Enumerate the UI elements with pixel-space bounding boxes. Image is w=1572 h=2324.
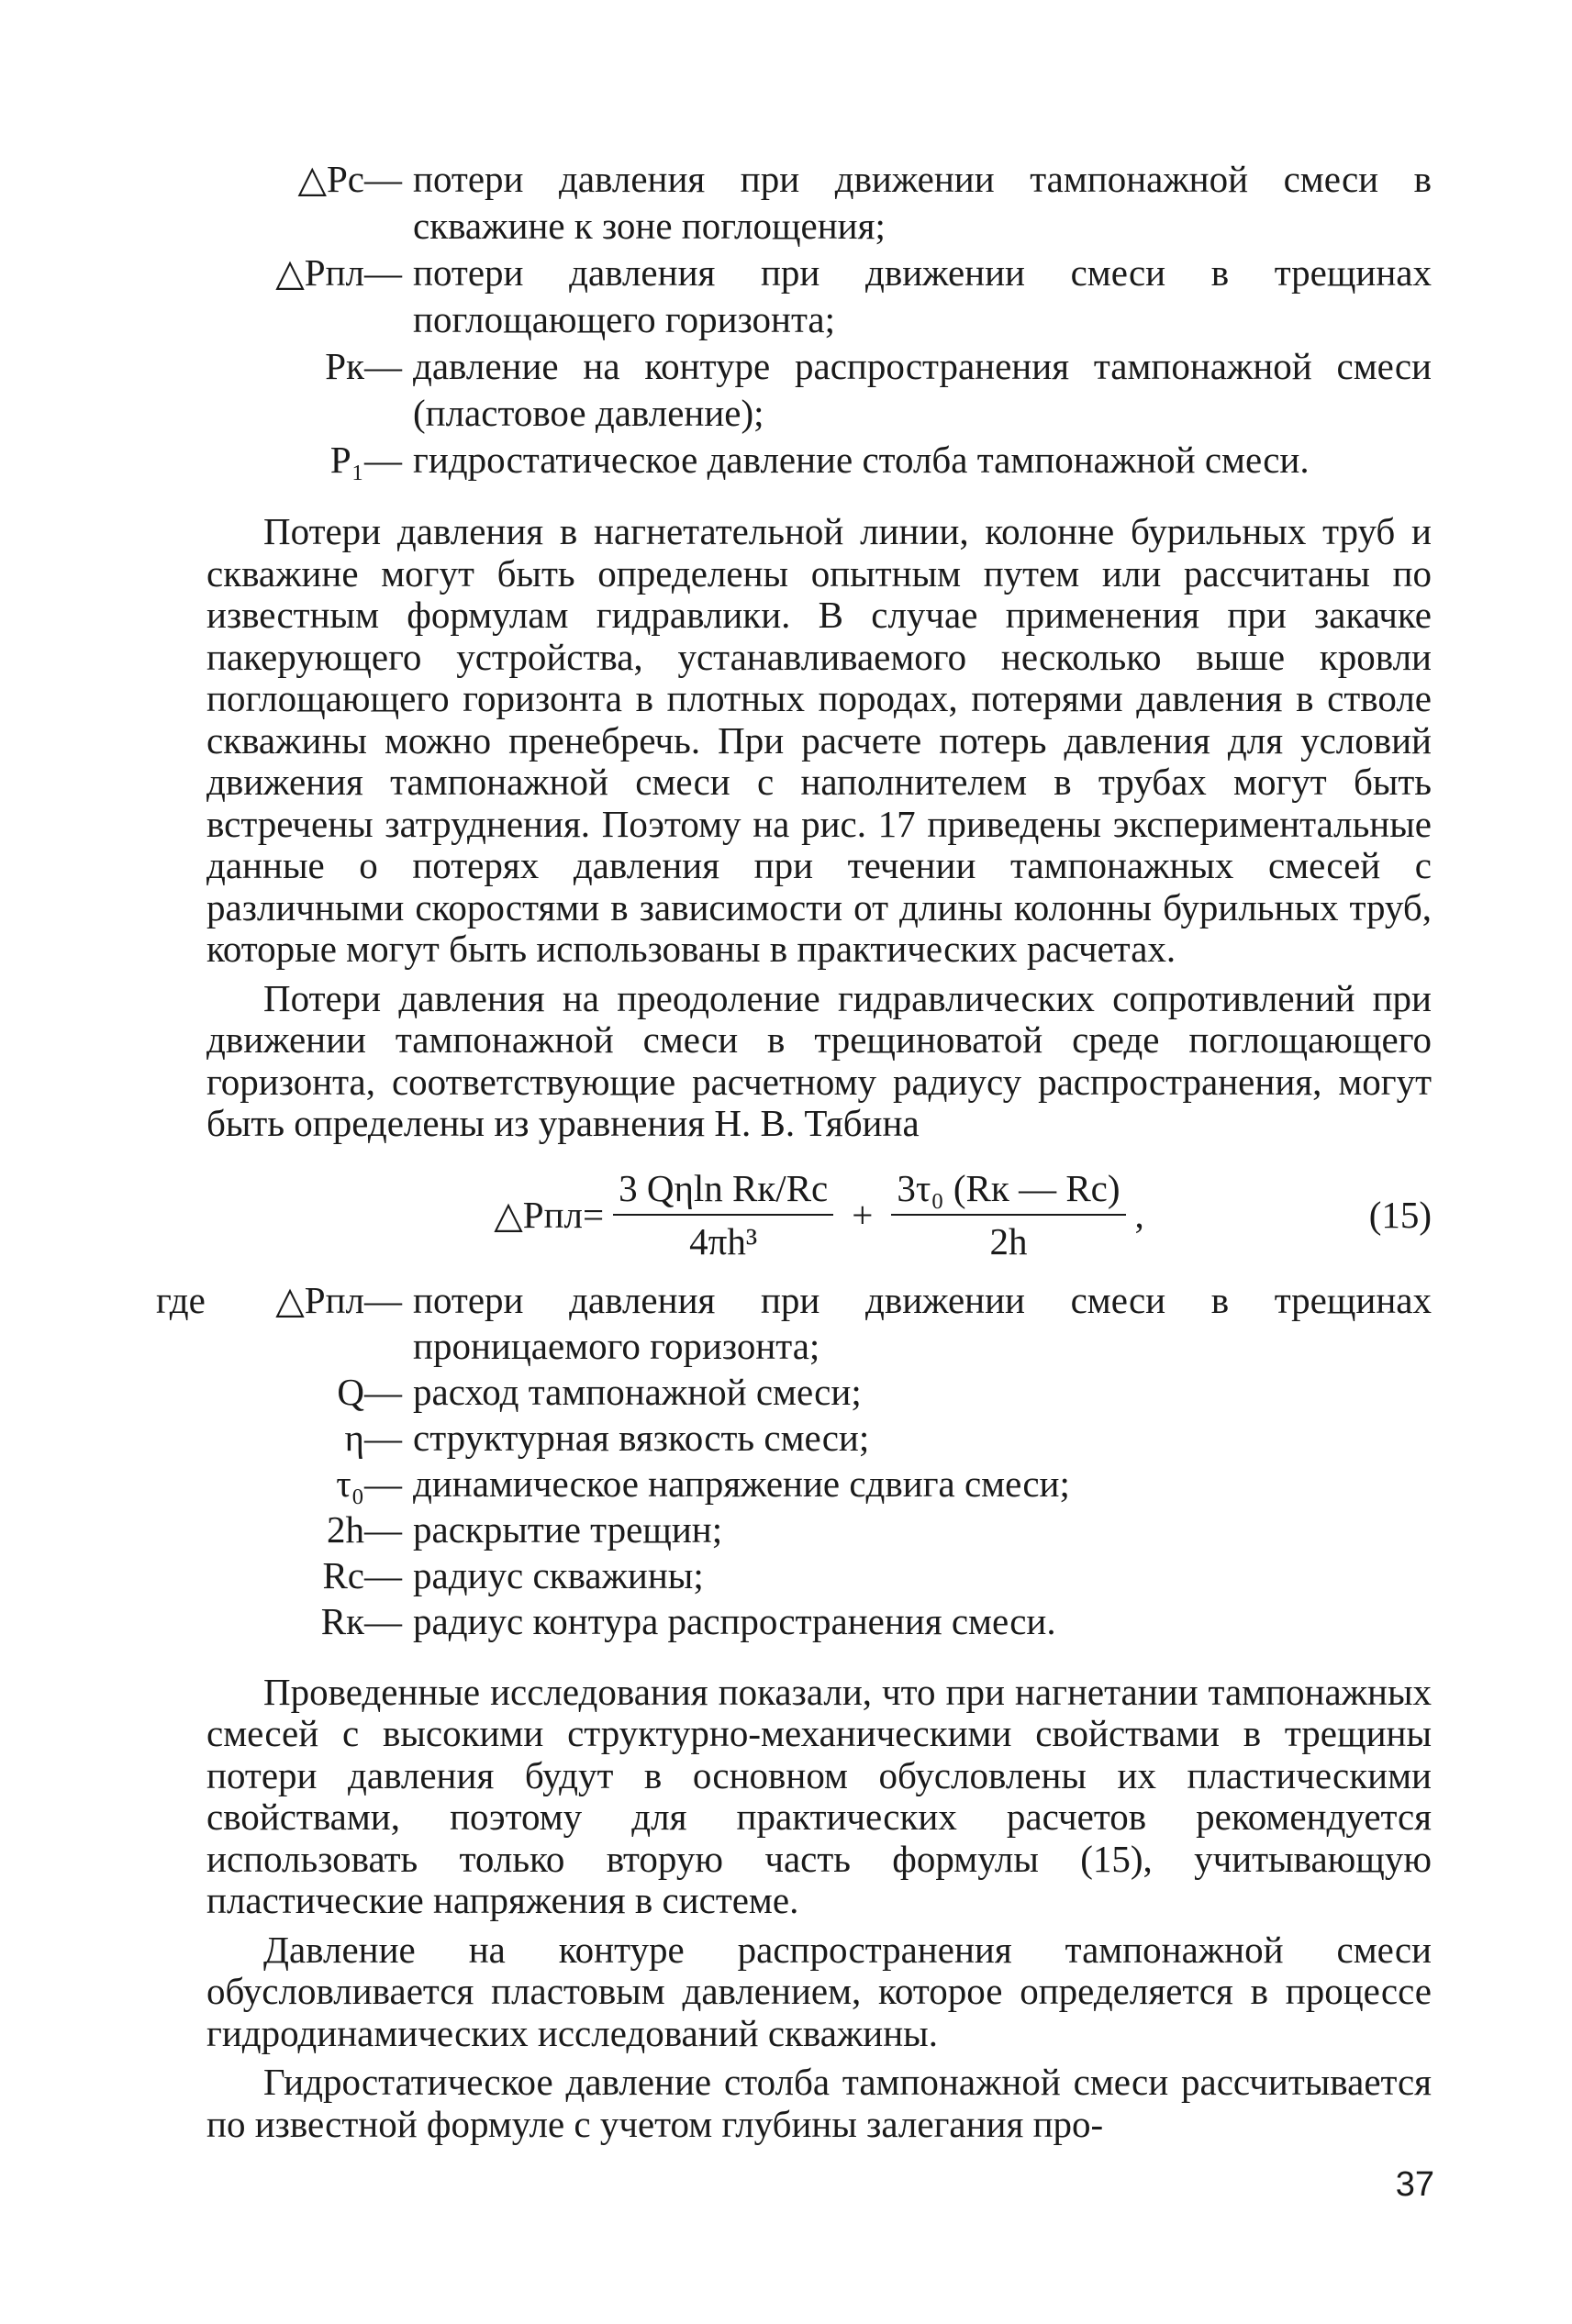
top-definitions-list xyxy=(206,156,1432,484)
definition-symbol: △Pс— xyxy=(297,158,402,200)
paragraph-study-results: Проведенные исследования показали, что при нагнетании тампонажных смесей с высокими структурно-механическими свойствами в трещины потери давления будут в основном обусловлены их пластическими свойствами, поэтому для практических расчетов рекомендуется использовать только вторую часть формулы (15), учитывающую пластические напряжения в системе. xyxy=(206,1670,1432,1921)
definition-text: потери давления при движении тампонажной смеси в скважине к зоне поглощения; xyxy=(413,158,1432,247)
definition-item xyxy=(206,1461,1432,1507)
definition-symbol: τ₀— xyxy=(336,1462,402,1505)
fraction-denominator: 2h xyxy=(989,1219,1028,1262)
page-body xyxy=(156,156,1432,2145)
formula-plus: + xyxy=(852,1193,874,1236)
definition-text: раскрытие трещин; xyxy=(413,1507,723,1551)
paragraph-fracture-losses: Потери давления на преодоление гидравлических сопротивлений при движении тампонажной смеси в трещиноватой среде поглощающего горизонта, соответствующие расчетному радиусу распространения, могут быть определены из уравнения Н. В. Тябина xyxy=(206,976,1432,1144)
paragraph-pressure-losses: Потери давления в нагнетательной линии, колонне бурильных труб и скважине могут быть определены опытным путем или рассчитаны по известным формулам гидравлики. В случае применения при закачке пакерующего устройства, устанавливаемого несколько выше кровли поглощающего горизонта в плотных породах, потерями давления в стволе скважины можно пренебречь. При расчете потерь давления для условий движения тампонажной смеси с наполнителем в трубах могут быть встречены затруднения. Поэтому на рис. 17 приведены экспериментальные данные о потерях давления при течении тампонажных смесей с различными скоростями в зависимости от длины колонны бурильных труб, которые могут быть использованы в практических расчетах. xyxy=(206,510,1432,970)
paragraph-hydrostatic-pressure: Гидростатическое давление столба тампонажной смеси рассчитывается по известной формуле с учетом глубины залегания про- xyxy=(206,2061,1432,2145)
definition-text: потери давления при движении смеси в трещинах поглощающего горизонта; xyxy=(413,251,1432,340)
definition-item xyxy=(206,1415,1432,1461)
page-number: 37 xyxy=(1395,2165,1434,2204)
definition-text: давление на контуре распространения тампонажной смеси (пластовое давление); xyxy=(413,345,1432,434)
definition-text: радиус скважины; xyxy=(413,1553,704,1596)
definition-item xyxy=(206,1277,1432,1369)
paragraph-contour-pressure: Давление на контуре распространения тампонажной смеси обусловливается пластовым давлением, которое определяется в процессе гидродинамических исследований скважины. xyxy=(206,1928,1432,2054)
definition-item xyxy=(206,1598,1432,1644)
definition-symbol: Pк— xyxy=(325,345,402,387)
where-definitions-list xyxy=(156,1277,1432,1644)
definition-item xyxy=(206,156,1432,250)
fraction-denominator: 4πh³ xyxy=(689,1219,758,1262)
definition-item xyxy=(206,343,1432,437)
definition-item xyxy=(206,250,1432,343)
definition-symbol: 2h— xyxy=(327,1507,402,1551)
definition-symbol: △Pпл— xyxy=(275,251,402,294)
definition-symbol: Q— xyxy=(337,1370,402,1413)
fraction-numerator: 3τ₀ (Rк — Rс) xyxy=(891,1166,1125,1216)
definition-symbol: Rк— xyxy=(320,1599,402,1642)
definition-item xyxy=(206,1369,1432,1415)
formula-fraction-2 xyxy=(891,1166,1125,1263)
definition-symbol: Rс— xyxy=(322,1553,402,1596)
definition-item xyxy=(206,1507,1432,1552)
equation-number: (15) xyxy=(1368,1193,1432,1236)
formula-15 xyxy=(206,1160,1432,1270)
definition-text: структурная вязкость смеси; xyxy=(413,1416,870,1459)
formula-fraction-1 xyxy=(613,1166,833,1263)
definition-text: динамическое напряжение сдвига смеси; xyxy=(413,1462,1070,1505)
fraction-numerator: 3 Qηln Rк/Rс xyxy=(613,1166,833,1216)
definition-item xyxy=(206,1552,1432,1598)
definition-text: гидростатическое давление столба тампонажной смеси. xyxy=(413,439,1310,481)
where-word: где xyxy=(156,1278,206,1321)
definition-text: расход тампонажной смеси; xyxy=(413,1370,862,1413)
definition-item xyxy=(206,437,1432,484)
formula-trailing-comma: , xyxy=(1134,1193,1144,1236)
definition-symbol: η— xyxy=(344,1416,402,1459)
definition-symbol: △Pпл— xyxy=(275,1278,402,1321)
formula-lhs: △Pпл= xyxy=(494,1193,605,1236)
definition-symbol: P₁— xyxy=(329,439,402,481)
definition-text: потери давления при движении смеси в трещинах проницаемого горизонта; xyxy=(413,1278,1432,1367)
definition-text: радиус контура распространения смеси. xyxy=(413,1599,1056,1642)
